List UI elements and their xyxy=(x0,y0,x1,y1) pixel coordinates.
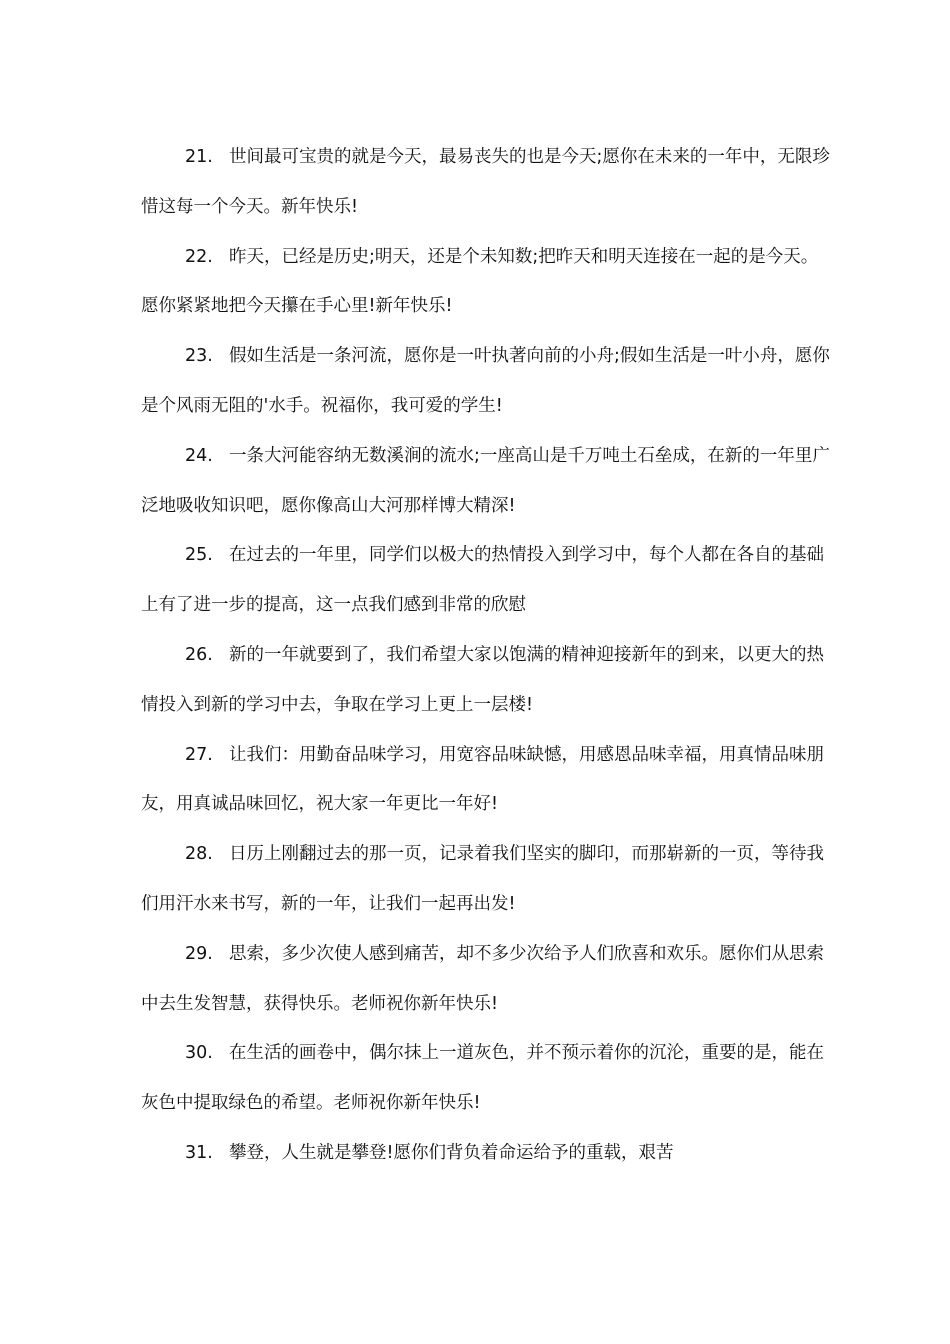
item-text: 攀登，人生就是攀登!愿你们背负着命运给予的重载，艰苦 xyxy=(229,1142,674,1163)
item-number: 23. xyxy=(185,346,213,367)
item-text: 一条大河能容纳无数溪涧的流水;一座高山是千万吨土石垒成，在新的一年里广泛地吸收知识吧，愿你像高山大河那样博大精深! xyxy=(141,445,830,516)
list-item xyxy=(141,432,831,532)
list-item xyxy=(141,830,831,930)
list-item xyxy=(141,731,831,831)
list-item xyxy=(141,930,831,1030)
list-item xyxy=(141,531,831,631)
item-text: 昨天，已经是历史;明天，还是个未知数;把昨天和明天连接在一起的是今天。愿你紧紧地把今天攥在手心里!新年快乐! xyxy=(141,246,819,317)
item-text: 日历上刚翻过去的那一页，记录着我们坚实的脚印，而那崭新的一页，等待我们用汗水来书写，新的一年，让我们一起再出发! xyxy=(141,844,824,914)
item-text: 思索，多少次使人感到痛苦，却不多少次给予人们欣喜和欢乐。愿你们从思索中去生发智慧，获得快乐。老师祝你新年快乐! xyxy=(141,943,824,1014)
list-item xyxy=(141,1129,831,1179)
item-number: 29. xyxy=(185,943,213,964)
document-body xyxy=(141,133,831,1179)
item-text: 让我们：用勤奋品味学习，用宽容品味缺憾，用感恩品味幸福，用真情品味朋友，用真诚品味回忆，祝大家一年更比一年好! xyxy=(141,744,824,815)
item-number: 28. xyxy=(185,844,213,865)
item-text: 假如生活是一条河流，愿你是一叶执著向前的小舟;假如生活是一叶小舟，愿你是个风雨无阻的'水手。祝福你，我可爱的学生! xyxy=(141,346,830,416)
item-number: 31. xyxy=(185,1142,213,1163)
item-number: 30. xyxy=(185,1043,213,1064)
list-item xyxy=(141,1029,831,1129)
item-number: 26. xyxy=(185,644,213,665)
item-text: 在过去的一年里，同学们以极大的热情投入到学习中，每个人都在各自的基础上有了进一步的提高，这一点我们感到非常的欣慰 xyxy=(141,545,824,616)
item-number: 21. xyxy=(185,147,213,167)
item-text: 新的一年就要到了，我们希望大家以饱满的精神迎接新年的到来，以更大的热情投入到新的学习中去，争取在学习上更上一层楼! xyxy=(141,644,824,715)
list-item xyxy=(141,233,831,333)
item-number: 27. xyxy=(185,744,213,765)
item-number: 24. xyxy=(185,445,213,466)
item-number: 25. xyxy=(185,545,213,566)
item-text: 在生活的画卷中，偶尔抹上一道灰色，并不预示着你的沉沦，重要的是，能在灰色中提取绿色的希望。老师祝你新年快乐! xyxy=(141,1043,824,1114)
list-item xyxy=(141,332,831,432)
item-number: 22. xyxy=(185,246,213,267)
list-item xyxy=(141,631,831,731)
list-item xyxy=(141,133,831,233)
item-text: 世间最可宝贵的就是今天，最易丧失的也是今天;愿你在未来的一年中，无限珍惜这每一个今天。新年快乐! xyxy=(141,147,830,217)
